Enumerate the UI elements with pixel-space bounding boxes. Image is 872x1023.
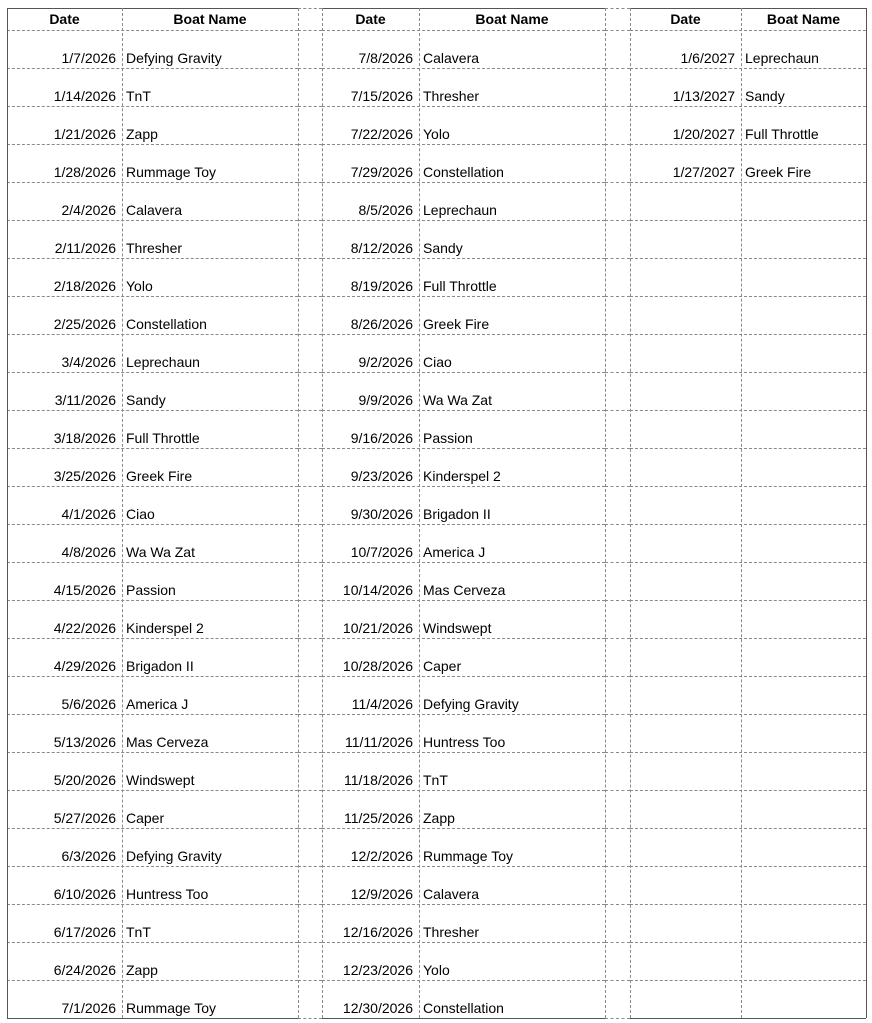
- boat-name-cell: Zapp: [126, 126, 158, 142]
- date-cell: 11/4/2026: [351, 696, 413, 712]
- date-cell: 3/18/2026: [53, 430, 116, 446]
- date-cell: 4/1/2026: [61, 506, 116, 522]
- date-cell: 7/8/2026: [358, 50, 413, 66]
- date-cell: 1/6/2027: [680, 50, 735, 66]
- grid-line-row: [630, 980, 866, 981]
- date-cell: 3/25/2026: [53, 468, 116, 484]
- boat-name-cell: Kinderspel 2: [423, 468, 501, 484]
- date-cell: 11/11/2026: [345, 734, 413, 750]
- date-cell: 11/25/2026: [343, 810, 413, 826]
- gutter-grid-line: [298, 904, 322, 905]
- grid-line-row: [630, 258, 866, 259]
- date-cell: 6/24/2026: [53, 962, 116, 978]
- gutter-grid-line: [298, 524, 322, 525]
- gutter-grid-line: [605, 942, 630, 943]
- gutter-grid-line: [605, 790, 630, 791]
- gutter-grid-line: [298, 220, 322, 221]
- date-cell: 3/4/2026: [61, 354, 116, 370]
- date-cell: 7/22/2026: [350, 126, 413, 142]
- boat-name-cell: Thresher: [423, 88, 480, 104]
- grid-line-column: [605, 8, 606, 1018]
- boat-name-cell: Yolo: [423, 126, 450, 142]
- grid-line-row: [630, 638, 866, 639]
- date-cell: 1/13/2027: [672, 88, 735, 104]
- grid-line-row: [630, 752, 866, 753]
- gutter-grid-line: [605, 334, 630, 335]
- grid-line-row: [630, 372, 866, 373]
- gutter-grid-line: [298, 296, 322, 297]
- gutter-grid-line: [605, 296, 630, 297]
- grid-line-row: [630, 942, 866, 943]
- date-cell: 1/28/2026: [53, 164, 116, 180]
- date-cell: 6/10/2026: [53, 886, 116, 902]
- boat-name-cell: TnT: [423, 772, 448, 788]
- grid-line-row: [630, 334, 866, 335]
- grid-line-row: [322, 1018, 605, 1019]
- date-cell: 3/11/2026: [54, 392, 116, 408]
- boat-name-cell: Sandy: [745, 88, 785, 104]
- gutter-grid-line: [605, 182, 630, 183]
- boat-name-cell: Greek Fire: [126, 468, 193, 484]
- date-cell: 8/19/2026: [350, 278, 413, 294]
- date-cell: 5/13/2026: [53, 734, 116, 750]
- boat-name-cell: Caper: [423, 658, 462, 674]
- date-cell: 9/2/2026: [358, 354, 413, 370]
- gutter-grid-line: [298, 828, 322, 829]
- date-cell: 1/20/2027: [672, 126, 735, 142]
- boat-name-cell: Passion: [126, 582, 176, 598]
- grid-line-row: [630, 296, 866, 297]
- grid-line-row: [630, 790, 866, 791]
- boat-name-cell: Thresher: [126, 240, 183, 256]
- gutter-grid-line: [605, 410, 630, 411]
- boat-name-cell: Windswept: [423, 620, 492, 636]
- date-cell: 4/29/2026: [53, 658, 116, 674]
- gutter-grid-line: [605, 448, 630, 449]
- boat-name-cell: Mas Cerveza: [126, 734, 209, 750]
- boat-name-cell: Ciao: [126, 506, 155, 522]
- boat-name-cell: TnT: [126, 924, 151, 940]
- gutter-grid-line: [605, 106, 630, 107]
- boat-name-cell: Defying Gravity: [126, 848, 222, 864]
- gutter-grid-line: [605, 714, 630, 715]
- gutter-grid-line: [605, 8, 630, 9]
- grid-line-row: [630, 448, 866, 449]
- boat-name-cell: Constellation: [423, 164, 504, 180]
- gutter-grid-line: [605, 676, 630, 677]
- boat-name-cell: Greek Fire: [423, 316, 490, 332]
- boat-name-cell: Full Throttle: [423, 278, 497, 294]
- boat-name-cell: Brigadon II: [423, 506, 491, 522]
- date-cell: 10/21/2026: [342, 620, 413, 636]
- grid-line-row: [630, 714, 866, 715]
- date-cell: 2/11/2026: [54, 240, 116, 256]
- boat-name-cell: Mas Cerveza: [423, 582, 506, 598]
- date-cell: 6/17/2026: [53, 924, 116, 940]
- date-cell: 7/29/2026: [350, 164, 413, 180]
- gutter-grid-line: [605, 258, 630, 259]
- boat-name-cell: Greek Fire: [745, 164, 812, 180]
- boat-name-cell: Leprechaun: [745, 50, 819, 66]
- date-cell: 7/15/2026: [350, 88, 413, 104]
- gutter-grid-line: [298, 68, 322, 69]
- date-cell: 12/30/2026: [342, 1000, 413, 1016]
- grid-line-row: [7, 1018, 298, 1019]
- date-cell: 10/7/2026: [350, 544, 413, 560]
- gutter-grid-line: [298, 1018, 322, 1019]
- date-cell: 9/30/2026: [350, 506, 413, 522]
- date-cell: 12/16/2026: [342, 924, 413, 940]
- gutter-grid-line: [298, 562, 322, 563]
- boat-name-cell: Defying Gravity: [423, 696, 519, 712]
- date-cell: 2/25/2026: [53, 316, 116, 332]
- grid-line-row: [630, 866, 866, 867]
- grid-line-row: [630, 1018, 866, 1019]
- gutter-grid-line: [298, 410, 322, 411]
- date-cell: 1/7/2026: [61, 50, 116, 66]
- boat-name-cell: Full Throttle: [745, 126, 819, 142]
- gutter-grid-line: [605, 562, 630, 563]
- date-cell: 8/26/2026: [350, 316, 413, 332]
- date-cell: 4/15/2026: [53, 582, 116, 598]
- boat-name-cell: Zapp: [126, 962, 158, 978]
- boat-name-column-header: Boat Name: [766, 11, 841, 27]
- boat-name-cell: Kinderspel 2: [126, 620, 204, 636]
- date-column-header: Date: [355, 11, 386, 27]
- gutter-grid-line: [605, 68, 630, 69]
- boat-name-cell: Passion: [423, 430, 473, 446]
- date-cell: 5/20/2026: [53, 772, 116, 788]
- grid-line-column: [866, 8, 867, 1018]
- date-cell: 2/4/2026: [61, 202, 116, 218]
- gutter-grid-line: [298, 106, 322, 107]
- boat-name-cell: Calavera: [423, 50, 480, 66]
- gutter-grid-line: [605, 144, 630, 145]
- boat-name-cell: Wa Wa Zat: [126, 544, 195, 560]
- grid-line-row: [630, 600, 866, 601]
- boat-name-cell: Rummage Toy: [126, 1000, 217, 1016]
- gutter-grid-line: [605, 600, 630, 601]
- date-column-header: Date: [49, 11, 80, 27]
- gutter-grid-line: [605, 220, 630, 221]
- date-cell: 1/27/2027: [672, 164, 735, 180]
- gutter-grid-line: [298, 144, 322, 145]
- boat-name-cell: Brigadon II: [126, 658, 194, 674]
- date-cell: 9/9/2026: [358, 392, 413, 408]
- gutter-grid-line: [298, 638, 322, 639]
- grid-line-row: [630, 676, 866, 677]
- grid-line-row: [630, 486, 866, 487]
- gutter-grid-line: [605, 828, 630, 829]
- boat-name-cell: Rummage Toy: [423, 848, 514, 864]
- gutter-grid-line: [298, 8, 322, 9]
- gutter-grid-line: [298, 714, 322, 715]
- date-cell: 12/9/2026: [350, 886, 413, 902]
- date-cell: 9/23/2026: [350, 468, 413, 484]
- date-cell: 8/5/2026: [358, 202, 413, 218]
- date-cell: 9/16/2026: [350, 430, 413, 446]
- gutter-grid-line: [298, 448, 322, 449]
- gutter-grid-line: [298, 790, 322, 791]
- boat-name-column-header: Boat Name: [475, 11, 549, 27]
- boat-name-cell: Huntress Too: [423, 734, 506, 750]
- date-cell: 10/14/2026: [342, 582, 413, 598]
- gutter-grid-line: [605, 372, 630, 373]
- gutter-grid-line: [298, 600, 322, 601]
- boat-name-cell: America J: [423, 544, 486, 560]
- date-cell: 6/3/2026: [61, 848, 116, 864]
- date-cell: 1/14/2026: [53, 88, 116, 104]
- date-cell: 11/18/2026: [343, 772, 413, 788]
- boat-name-cell: Yolo: [126, 278, 153, 294]
- date-cell: 12/23/2026: [342, 962, 413, 978]
- boat-name-cell: Leprechaun: [126, 354, 200, 370]
- date-cell: 2/18/2026: [53, 278, 116, 294]
- boat-name-cell: TnT: [126, 88, 151, 104]
- gutter-grid-line: [298, 258, 322, 259]
- date-cell: 8/12/2026: [350, 240, 413, 256]
- grid-line-row: [630, 562, 866, 563]
- gutter-grid-line: [298, 486, 322, 487]
- date-column-header: Date: [670, 11, 701, 27]
- date-cell: 4/8/2026: [61, 544, 116, 560]
- gutter-grid-line: [605, 30, 630, 31]
- boat-name-cell: Constellation: [126, 316, 207, 332]
- boat-name-column-header: Boat Name: [173, 11, 247, 27]
- boat-name-cell: Leprechaun: [423, 202, 497, 218]
- grid-line-row: [630, 220, 866, 221]
- grid-line-row: [630, 904, 866, 905]
- boat-name-cell: Calavera: [126, 202, 183, 218]
- gutter-grid-line: [298, 980, 322, 981]
- date-cell: 5/27/2026: [53, 810, 116, 826]
- grid-line-row: [630, 828, 866, 829]
- boat-name-cell: Windswept: [126, 772, 195, 788]
- gutter-grid-line: [605, 752, 630, 753]
- gutter-grid-line: [298, 866, 322, 867]
- gutter-grid-line: [605, 524, 630, 525]
- boat-name-cell: Sandy: [423, 240, 463, 256]
- gutter-grid-line: [298, 676, 322, 677]
- date-cell: 10/28/2026: [342, 658, 413, 674]
- grid-line-column: [298, 8, 299, 1018]
- date-cell: 1/21/2026: [53, 126, 116, 142]
- boat-name-cell: Huntress Too: [126, 886, 209, 902]
- gutter-grid-line: [298, 30, 322, 31]
- boat-name-cell: Caper: [126, 810, 165, 826]
- boat-name-cell: Calavera: [423, 886, 480, 902]
- grid-line-row: [630, 524, 866, 525]
- gutter-grid-line: [298, 942, 322, 943]
- boat-name-cell: Defying Gravity: [126, 50, 222, 66]
- date-cell: 12/2/2026: [350, 848, 413, 864]
- gutter-grid-line: [605, 866, 630, 867]
- gutter-grid-line: [605, 980, 630, 981]
- boat-name-cell: Rummage Toy: [126, 164, 217, 180]
- boat-name-cell: Ciao: [423, 354, 452, 370]
- gutter-grid-line: [605, 1018, 630, 1019]
- gutter-grid-line: [298, 182, 322, 183]
- date-cell: 7/1/2026: [61, 1000, 116, 1016]
- boat-name-cell: Full Throttle: [126, 430, 200, 446]
- date-cell: 5/6/2026: [61, 696, 116, 712]
- gutter-grid-line: [605, 486, 630, 487]
- grid-line-row: [630, 182, 866, 183]
- boat-name-cell: Constellation: [423, 1000, 504, 1016]
- date-cell: 4/22/2026: [53, 620, 116, 636]
- grid-line-row: [630, 410, 866, 411]
- boat-name-cell: Wa Wa Zat: [423, 392, 492, 408]
- boat-name-cell: Thresher: [423, 924, 480, 940]
- gutter-grid-line: [605, 638, 630, 639]
- gutter-grid-line: [605, 904, 630, 905]
- gutter-grid-line: [298, 334, 322, 335]
- boat-name-cell: America J: [126, 696, 189, 712]
- gutter-grid-line: [298, 372, 322, 373]
- gutter-grid-line: [298, 752, 322, 753]
- boat-name-cell: Zapp: [423, 810, 455, 826]
- boat-name-cell: Yolo: [423, 962, 450, 978]
- boat-name-cell: Sandy: [126, 392, 166, 408]
